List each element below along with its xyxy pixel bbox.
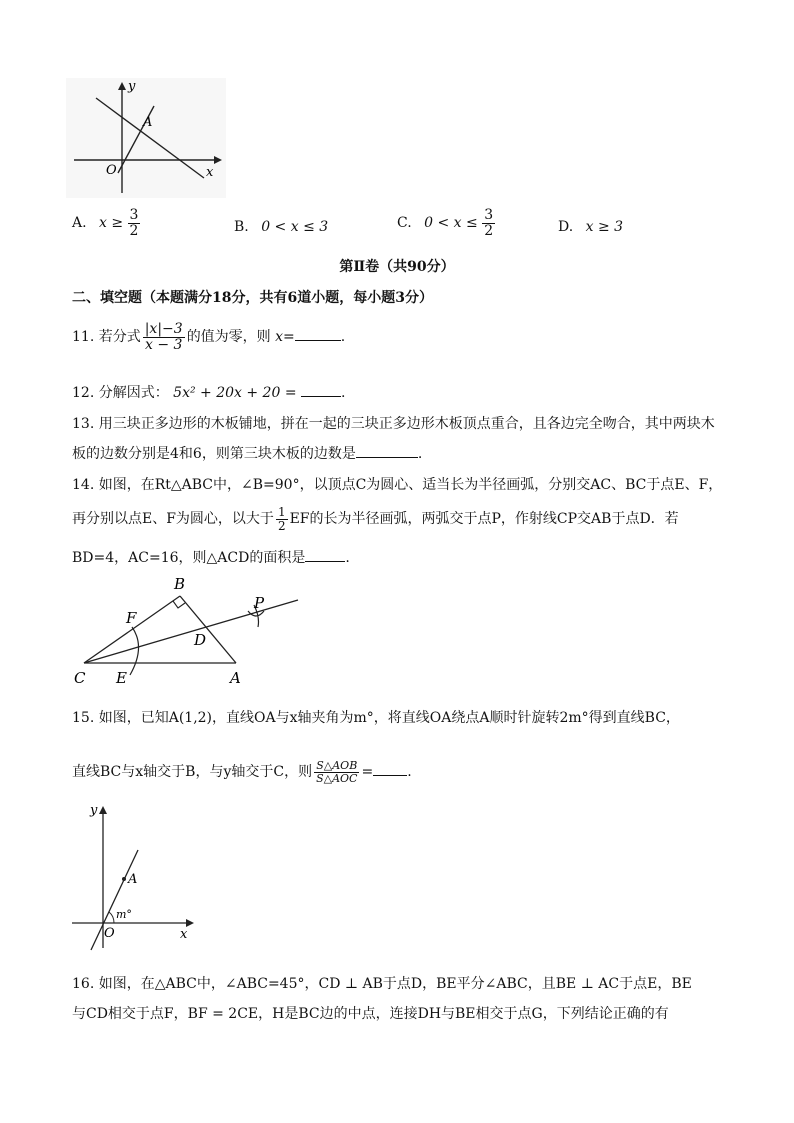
figure-q10-graph — [66, 78, 226, 198]
question-11: 11. 若分式 $\frac{|x|-3}{x - 3}$ 的值为零，则 x= . — [72, 321, 346, 353]
fig14-label-e: E — [116, 669, 127, 687]
figure-q15-graph — [66, 798, 206, 958]
fig15-point-a — [122, 877, 126, 881]
fig14-side-ba — [180, 596, 236, 663]
question-15-line1: 15. 如图，已知A(1,2)，直线OA与x轴夹角为m°，将直线OA绕点A顺时针旋转2m°得到直线BC， — [72, 710, 680, 726]
fig10-o-label: O — [106, 163, 117, 178]
question-14-line1: 14. 如图，在Rt△ABC中，∠B=90°，以顶点C为圆心、适当长为半径画弧，分别交AC、BC于点E、F， — [72, 477, 723, 493]
fig14-arc-fe — [130, 627, 139, 675]
fig10-x-label: x — [206, 165, 214, 180]
fig15-a-label: A — [128, 872, 138, 887]
fig15-angle-arc — [109, 912, 114, 923]
fig15-y-arrow — [99, 806, 107, 814]
fig15-x-label: x — [180, 927, 188, 942]
figure-q14-triangle — [70, 575, 310, 690]
q10-option-c: C. 0 < x ≤ $\frac{3}{2}$ — [397, 207, 494, 239]
q13-answer-blank[interactable] — [356, 443, 418, 458]
q14-half-fraction: $\frac{1}{2}$ — [277, 505, 286, 533]
question-14-line2: 再分别以点E、F为圆心，以大于 $\frac{1}{2}$ EF的长为半径画弧，两弧交于点P，作射线CP交AB于点D．若 — [72, 505, 679, 533]
fig14-label-a: A — [230, 669, 241, 687]
fig15-o-label: O — [104, 926, 115, 941]
q12-answer-blank[interactable] — [301, 382, 341, 397]
part2-title: 第Ⅱ卷（共90分） — [339, 259, 455, 275]
fig10-a-label: A — [143, 115, 153, 130]
question-13-line1: 13. 用三块正多边形的木板铺地，拼在一起的三块正多边形木板顶点重合，且各边完全吻合，其中两块木 — [72, 416, 715, 432]
fig14-label-d: D — [194, 631, 207, 649]
q11-fraction: $\frac{|x|-3}{x - 3}$ — [144, 321, 183, 353]
q14-answer-blank[interactable] — [305, 547, 345, 562]
fig15-x-arrow — [186, 919, 194, 927]
fig14-label-p: P — [254, 594, 265, 612]
fig14-label-b: B — [174, 575, 186, 593]
fig14-side-cb — [84, 596, 180, 663]
question-16-line2: 与CD相交于点F，BF = 2CE，H是BC边的中点，连接DH与BE相交于点G，下列结论正确的有 — [72, 1006, 669, 1022]
q10-options — [72, 208, 732, 248]
section2-title: 二、填空题（本题满分18分，共有6道小题，每小题3分） — [72, 290, 433, 306]
q15-area-fraction: $\frac{\text{S△AOB}}{\text{S△AOC}}$ — [316, 759, 358, 785]
question-13-line2: 板的边数分别是4和6，则第三块木板的边数是 . — [72, 443, 422, 463]
q10-option-a: A. x ≥ $\frac{3}{2}$ — [72, 207, 139, 239]
question-15-line2: 直线BC与x轴交于B，与y轴交于C，则 $\frac{\text{S△AOB}}{\text{S△AOC}}$ = . — [72, 759, 412, 785]
q15-answer-blank[interactable] — [373, 761, 407, 776]
question-16-line1: 16. 如图，在△ABC中，∠ABC=45°，CD ⊥ AB于点D，BE平分∠ABC，且BE ⊥ AC于点E，BE — [72, 976, 692, 992]
q10-option-b: B. 0 < x ≤ 3 — [234, 219, 329, 235]
question-12: 12. 分解因式： 5x² + 20x + 20 = . — [72, 382, 345, 402]
fig14-label-f: F — [126, 609, 137, 627]
question-14-line3: BD=4，AC=16，则△ACD的面积是 . — [72, 547, 350, 567]
fig15-y-label: y — [90, 803, 98, 818]
fig10-y-label: y — [128, 79, 136, 94]
q10-option-d: D. x ≥ 3 — [558, 219, 624, 235]
fig15-angle-label: m° — [116, 908, 132, 921]
q11-answer-blank[interactable] — [295, 326, 341, 341]
fig14-label-c: C — [74, 669, 86, 687]
fig14-right-angle-mark — [173, 601, 185, 608]
